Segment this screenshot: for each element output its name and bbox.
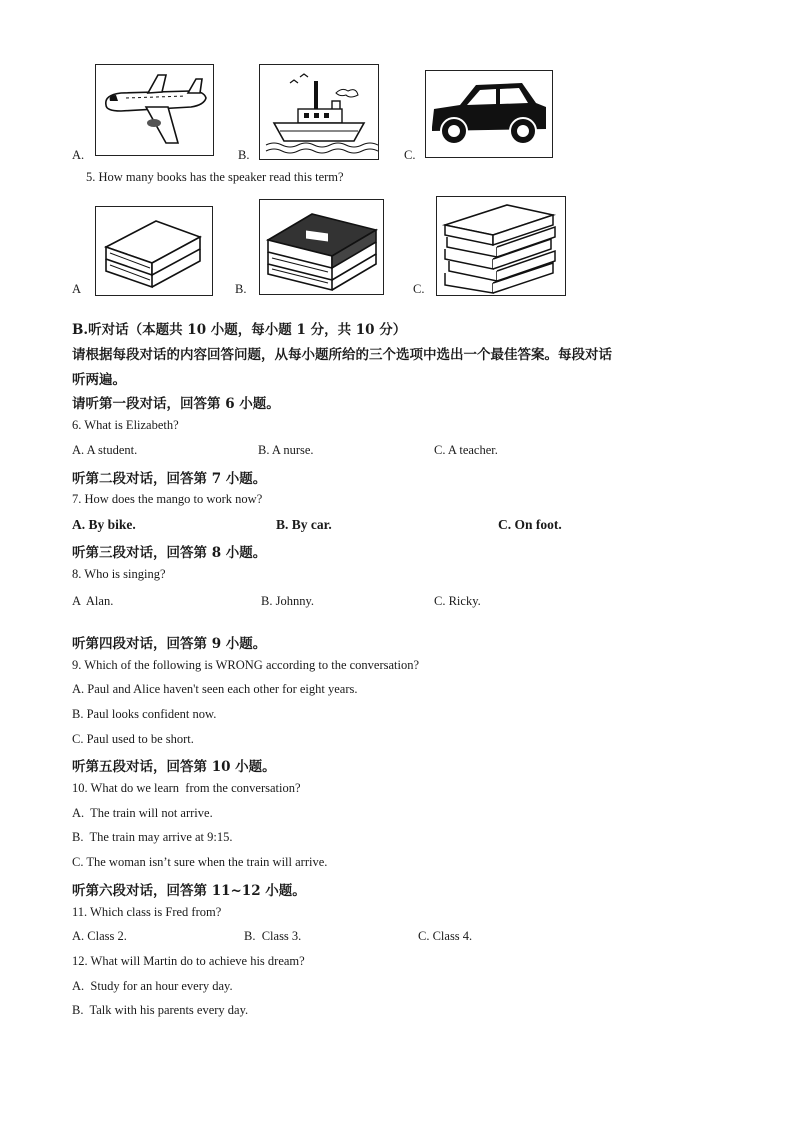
dialogue-2-heading: 听第二段对话，回答第 7 小题。	[72, 471, 267, 487]
two-books-icon	[96, 207, 212, 295]
ship-icon	[260, 65, 378, 159]
dialogue-1-heading: 请听第一段对话，回答第 6 小题。	[72, 396, 280, 412]
q4-option-b: B.	[238, 148, 250, 162]
car-icon	[426, 71, 552, 157]
section-b-instruction-2: 听两遍。	[72, 372, 126, 388]
ship-picture	[259, 64, 379, 160]
q4-option-a: A.	[72, 148, 85, 162]
q6-option-b: B. A nurse.	[258, 443, 314, 457]
three-books-icon	[260, 200, 383, 294]
q11-option-b: B. Class 3.	[244, 929, 302, 943]
q12-option-a: A. Study for an hour every day.	[72, 979, 233, 993]
airplane-picture	[95, 64, 214, 156]
airplane-icon	[96, 65, 213, 155]
q10-option-b: B. The train may arrive at 9:15.	[72, 830, 233, 844]
dialogue-6-heading: 听第六段对话，回答第 11~12 小题。	[72, 883, 306, 899]
q6-option-a: A. A student.	[72, 443, 138, 457]
many-books-icon	[437, 197, 565, 295]
q6-option-c: C. A teacher.	[434, 443, 498, 457]
question-10: 10. What do we learn from the conversation?	[72, 781, 301, 795]
q9-option-c: C. Paul used to be short.	[72, 732, 194, 746]
q9-option-b: B. Paul looks confident now.	[72, 707, 217, 721]
many-books-picture	[436, 196, 566, 296]
dialogue-4-heading: 听第四段对话，回答第 9 小题。	[72, 636, 267, 652]
dialogue-3-heading: 听第三段对话，回答第 8 小题。	[72, 545, 267, 561]
question-7: 7. How does the mango to work now?	[72, 492, 263, 506]
question-6: 6. What is Elizabeth?	[72, 418, 179, 432]
question-9: 9. Which of the following is WRONG according to the conversation?	[72, 658, 420, 672]
q11-option-a: A. Class 2.	[72, 929, 127, 943]
q7-option-c: C. On foot.	[498, 517, 562, 532]
question-8: 8. Who is singing?	[72, 567, 166, 581]
question-11: 11. Which class is Fred from?	[72, 905, 222, 919]
three-books-picture	[259, 199, 384, 295]
q8-option-a: A Alan.	[72, 594, 114, 608]
two-books-picture	[95, 206, 213, 296]
q8-option-b: B. Johnny.	[261, 594, 315, 608]
section-b-instruction-1: 请根据每段对话的内容回答问题，从每小题所给的三个选项中选出一个最佳答案。每段对话	[72, 347, 612, 363]
q12-option-b: B. Talk with his parents every day.	[72, 1003, 249, 1017]
question-12: 12. What will Martin do to achieve his dream?	[72, 954, 305, 968]
q9-option-a: A. Paul and Alice haven't seen each other for eight years.	[72, 682, 358, 696]
q8-option-c: C. Ricky.	[434, 594, 481, 608]
question-5: 5. How many books has the speaker read this term?	[86, 170, 344, 184]
q10-option-a: A. The train will not arrive.	[72, 806, 213, 820]
q10-option-c: C. The woman isn’t sure when the train will arrive.	[72, 855, 328, 869]
q5-option-b: B.	[235, 282, 247, 296]
car-picture	[425, 70, 553, 158]
q11-option-c: C. Class 4.	[418, 929, 473, 943]
q5-option-c: C.	[413, 282, 425, 296]
q4-option-c: C.	[404, 148, 416, 162]
section-b-heading: B.听对话（本题共 10 小题，每小题 1 分，共 10 分）	[72, 322, 407, 338]
q7-option-a: A. By bike.	[72, 517, 136, 532]
dialogue-5-heading: 听第五段对话，回答第 10 小题。	[72, 759, 276, 775]
q5-option-a: A	[72, 282, 82, 296]
q7-option-b: B. By car.	[276, 517, 332, 532]
